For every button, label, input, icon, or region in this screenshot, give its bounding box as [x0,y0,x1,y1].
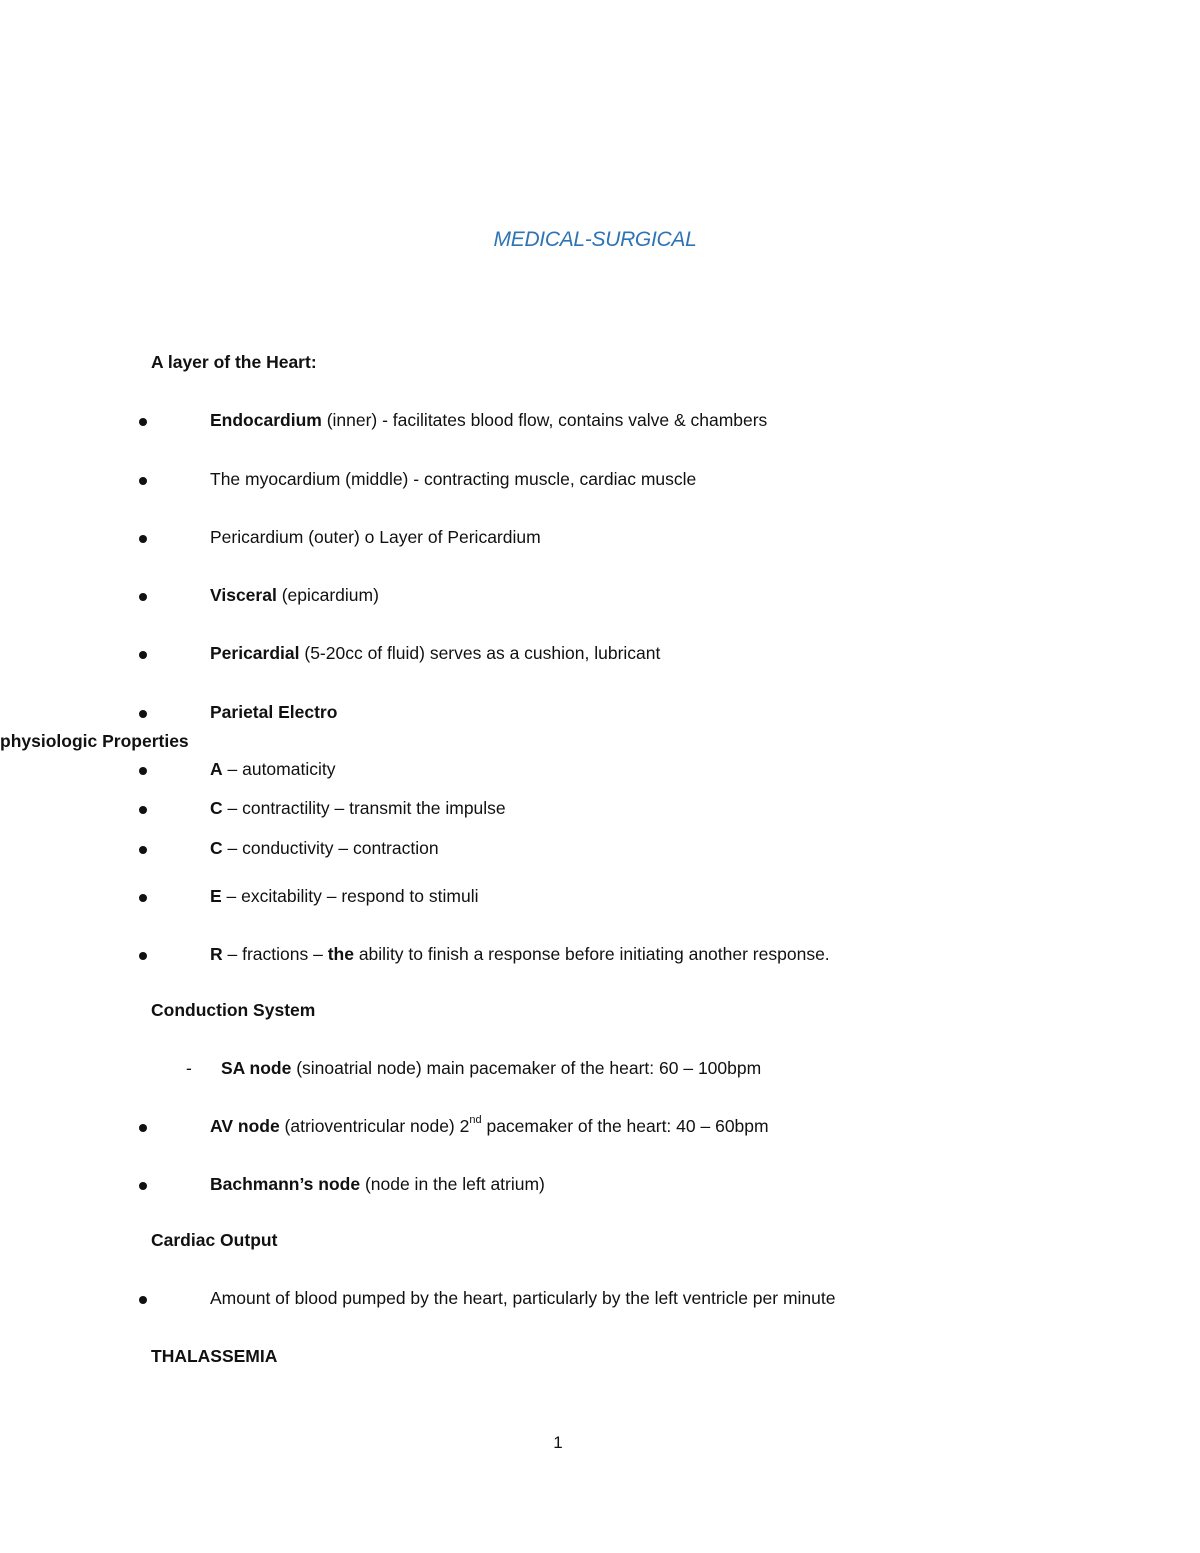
item-term: E [210,886,222,906]
item-description: Amount of blood pumped by the heart, particularly by the left ventricle per minute [210,1288,836,1308]
document-title: MEDICAL-SURGICAL [493,228,697,251]
bullet-icon [139,846,147,854]
list-item [0,702,1200,726]
bullet-icon [139,1124,147,1132]
bullet-icon [139,418,147,426]
item-term: A [210,759,223,779]
item-description: (atrioventricular node) 2 [279,1116,470,1136]
list-item [0,469,1200,493]
item-description: Pericardium (outer) o Layer of Pericardium [210,527,541,547]
item-description: (node in the left atrium) [360,1174,545,1194]
list-item [0,1174,1200,1198]
item-description: (epicardium) [276,585,379,605]
bullet-icon [139,1296,147,1304]
list-item [0,1058,1200,1082]
bullet-icon [139,535,147,543]
item-description-cont: ability to finish a response before initiating another response. [353,944,830,964]
ordinal-suffix: nd [469,1114,482,1127]
item-term: Pericardial [210,643,300,663]
list-item [0,798,1200,822]
item-description: The myocardium (middle) - contracting muscle, cardiac muscle [210,469,697,489]
list-item [0,527,1200,551]
item-description: – excitability – respond to stimuli [221,886,479,906]
list-item [0,759,1200,783]
section-heading-conduction: Conduction System [151,1000,316,1020]
item-term: Bachmann’s node [210,1174,361,1194]
bullet-icon [139,1182,147,1190]
item-description: – conductivity – contraction [222,838,439,858]
item-description: – automaticity [222,759,336,779]
list-item [0,886,1200,910]
section-heading-thalassemia: THALASSEMIA [151,1346,278,1366]
item-description: – contractility – transmit the impulse [222,798,506,818]
bullet-icon [139,894,147,902]
item-term: C [210,798,223,818]
item-term: AV node [210,1116,280,1136]
bullet-icon [139,952,147,960]
item-term: C [210,838,223,858]
list-item [0,944,1200,968]
bullet-icon [139,806,147,814]
section-heading-layers: A layer of the Heart: [151,352,317,372]
item-term: SA node [221,1058,292,1078]
list-item [0,643,1200,667]
item-term: Visceral [210,585,277,605]
bullet-icon [139,593,147,601]
section-heading-cardiac-output: Cardiac Output [151,1230,278,1250]
bullet-icon [139,767,147,775]
item-term: Endocardium [210,410,322,430]
list-item [0,1116,1200,1140]
list-item [0,1288,1200,1312]
item-emphasis: the [327,944,354,964]
list-item [0,838,1200,862]
bullet-icon [139,477,147,485]
bullet-icon [139,651,147,659]
item-term: R [210,944,223,964]
item-description-cont: pacemaker of the heart: 40 – 60bpm [481,1116,769,1136]
item-description: (5-20cc of fluid) serves as a cushion, lubricant [299,643,661,663]
item-description: (inner) - facilitates blood flow, contains valve & chambers [321,410,768,430]
item-description: (sinoatrial node) main pacemaker of the heart: 60 – 100bpm [291,1058,762,1078]
section-heading-properties: physiologic Properties [0,731,189,751]
list-item [0,410,1200,434]
bullet-icon [139,710,147,718]
item-description: – fractions – [222,944,328,964]
dash-marker: - [186,1058,192,1078]
item-term: Parietal Electro [210,702,338,722]
page-number: 1 [553,1433,563,1452]
list-item [0,585,1200,609]
